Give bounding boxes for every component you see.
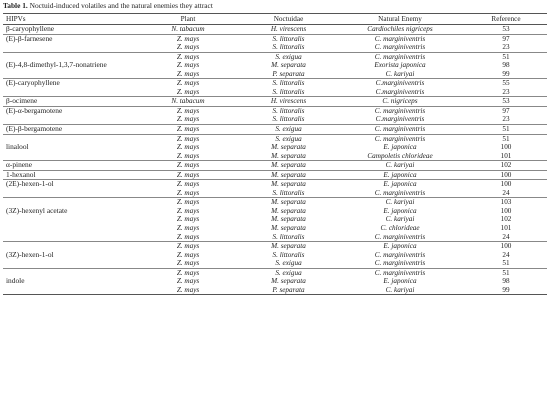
reference-cell: 24 <box>502 232 510 241</box>
hipv-name: β-ocimene <box>3 97 134 107</box>
reference-cell: 98 <box>502 61 510 70</box>
plant-cell: Z. mays <box>134 180 242 189</box>
reference-cell: 51 <box>502 259 510 268</box>
noctuidae-cell: S. littoralis <box>242 79 335 88</box>
reference-cell: 97 <box>465 34 547 43</box>
plant-cell: Z. mays <box>134 106 242 115</box>
table-row <box>3 25 547 35</box>
noctuidae-cell: S. exigua <box>242 125 335 135</box>
table-row <box>3 134 547 143</box>
noctuidae-cell: S. exigua <box>275 259 302 268</box>
reference-cell: 102 <box>500 215 512 224</box>
plant-cell: Z. mays <box>134 286 242 295</box>
hipv-name: β-caryophyllene <box>6 24 55 33</box>
table-row <box>3 277 547 286</box>
natural-enemy-cell: C. kariyai <box>385 215 415 224</box>
table-row <box>3 152 547 161</box>
reference-cell: 51 <box>465 125 547 135</box>
reference-cell: 53 <box>465 97 547 107</box>
hipv-empty-cell <box>3 152 134 161</box>
hipv-empty-cell <box>3 198 134 207</box>
table-caption-text: Noctuid-induced volatiles and the natural enemies they attract <box>27 1 213 10</box>
noctuidae-cell: S. exigua <box>242 268 335 277</box>
noctuidae-cell: M. separata <box>271 224 306 233</box>
plant-cell: Z. mays <box>176 188 200 197</box>
noctuidae-cell: S. exigua <box>242 134 335 143</box>
natural-enemy-cell: C. marginiventris <box>335 34 465 43</box>
header-noctuidae: Noctuidae <box>242 14 335 25</box>
noctuidae-cell: M. separata <box>271 277 306 286</box>
noctuidae-cell: M. separata <box>271 61 306 70</box>
plant-cell: N. tabacum <box>171 25 205 33</box>
plant-cell: Z. mays <box>134 170 242 180</box>
hipv-name: 1-hexanol <box>3 170 134 180</box>
natural-enemy-cell: C. marginiventris <box>374 250 426 259</box>
hipv-name: (3Z)-hexen-1-ol <box>6 250 54 259</box>
reference-cell: 55 <box>465 79 547 88</box>
natural-enemy-cell: C. marginiventris <box>374 188 426 197</box>
reference-cell: 100 <box>465 170 547 180</box>
reference-cell: 51 <box>465 268 547 277</box>
plant-cell: Z. mays <box>176 151 200 160</box>
natural-enemy-cell: C. marginiventris <box>374 259 426 268</box>
reference-cell: 23 <box>502 87 510 96</box>
plant-cell: Z. mays <box>176 143 200 152</box>
plant-cell: Z. mays <box>176 43 200 52</box>
noctuidae-cell: M. separata <box>242 170 335 180</box>
table-row <box>3 125 547 135</box>
natural-enemy-cell: C. marginiventris <box>335 268 465 277</box>
table-header-row <box>3 14 547 25</box>
table-row <box>3 70 547 79</box>
reference-cell: 99 <box>502 69 510 78</box>
noctuidae-cell: S. littoralis <box>272 232 305 241</box>
hipv-empty-cell <box>3 286 134 295</box>
table-row <box>3 61 547 70</box>
hipv-empty-cell <box>3 189 134 198</box>
noctuidae-cell: S. exigua <box>242 52 335 61</box>
natural-enemy-cell: C. marginiventris <box>374 232 426 241</box>
hipv-empty-cell <box>3 224 134 233</box>
hipv-empty-cell <box>3 259 134 268</box>
plant-cell: Z. mays <box>134 134 242 143</box>
reference-cell: 101 <box>500 224 512 233</box>
header-plant: Plant <box>134 14 242 25</box>
noctuidae-cell: P. separata <box>242 286 335 295</box>
natural-enemy-cell: C. kariyai <box>335 286 465 295</box>
table-row <box>3 233 547 242</box>
natural-enemy-cell: Cardiochiles nigriceps <box>367 25 433 33</box>
hipv-name: linalool <box>6 143 29 152</box>
reference-cell: 23 <box>502 43 510 52</box>
hipv-empty-cell <box>3 52 134 61</box>
plant-cell: Z. mays <box>176 232 200 241</box>
header-reference: Reference <box>465 14 547 25</box>
noctuidae-cell: M. separata <box>242 198 335 207</box>
plant-cell: Z. mays <box>176 206 200 215</box>
plant-cell: N. tabacum <box>134 97 242 107</box>
noctuidae-cell: M. separata <box>242 161 335 171</box>
reference-cell: 102 <box>465 161 547 171</box>
natural-enemy-cell: C. kariyai <box>335 161 465 171</box>
natural-enemy-cell: C. marginiventris <box>335 52 465 61</box>
hipv-empty-cell <box>3 70 134 79</box>
plant-cell: Z. mays <box>134 161 242 171</box>
natural-enemy-cell: C. marginiventris <box>374 43 426 52</box>
noctuidae-cell: S. littoralis <box>272 250 305 259</box>
table-row <box>3 106 547 115</box>
reference-cell: 24 <box>502 188 510 197</box>
hipv-empty-cell <box>3 268 134 277</box>
natural-enemy-cell: C.marginiventris <box>375 87 425 96</box>
table-row <box>3 215 547 224</box>
table-row <box>3 198 547 207</box>
natural-enemy-cell: C. marginiventris <box>335 125 465 135</box>
reference-cell: 100 <box>465 242 547 251</box>
table-row <box>3 242 547 251</box>
plant-cell: Z. mays <box>134 125 242 135</box>
table-row <box>3 180 547 189</box>
noctuidae-cell: S. littoralis <box>272 188 305 197</box>
plant-cell: Z. mays <box>176 115 200 124</box>
natural-enemy-cell: E. japonica <box>383 143 417 152</box>
plant-cell: Z. mays <box>134 198 242 207</box>
table-row <box>3 189 547 198</box>
natural-enemy-cell: C.marginiventris <box>375 115 425 124</box>
volatiles-table <box>3 13 547 295</box>
noctuidae-cell: S. littoralis <box>272 43 305 52</box>
natural-enemy-cell: C. marginiventris <box>335 134 465 143</box>
header-natural-enemy: Natural Enemy <box>335 14 465 25</box>
plant-cell: Z. mays <box>134 52 242 61</box>
table-row <box>3 170 547 180</box>
natural-enemy-cell: C. nigriceps <box>335 97 465 107</box>
hipv-name: (E)-β-farnesene <box>3 34 134 43</box>
natural-enemy-cell: E. japonica <box>335 180 465 189</box>
hipv-empty-cell <box>3 215 134 224</box>
noctuidae-cell: M. separata <box>242 180 335 189</box>
reference-cell: 24 <box>502 250 510 259</box>
plant-cell: Z. mays <box>176 277 200 286</box>
reference-cell: 100 <box>500 143 512 152</box>
plant-cell: Z. mays <box>176 224 200 233</box>
reference-cell: 51 <box>465 52 547 61</box>
hipv-name: (2E)-hexen-1-ol <box>3 180 134 189</box>
hipv-name: α-pinene <box>3 161 134 171</box>
natural-enemy-cell: C.marginiventris <box>335 79 465 88</box>
noctuidae-cell: M. separata <box>271 151 306 160</box>
noctuidae-cell: M. separata <box>271 206 306 215</box>
table-row <box>3 207 547 216</box>
table-row <box>3 224 547 233</box>
plant-cell: Z. mays <box>134 242 242 251</box>
natural-enemy-cell: E. japonica <box>383 206 417 215</box>
noctuidae-cell: M. separata <box>271 143 306 152</box>
table-body <box>3 25 547 295</box>
natural-enemy-cell: C. chlorideae <box>380 224 420 233</box>
header-hipvs: HIPVs <box>3 14 134 25</box>
reference-cell: 98 <box>502 277 510 286</box>
plant-cell: Z. mays <box>176 69 200 78</box>
table-row <box>3 161 547 171</box>
hipv-empty-cell <box>3 115 134 124</box>
noctuidae-cell: S. littoralis <box>242 106 335 115</box>
table-row <box>3 115 547 124</box>
plant-cell: Z. mays <box>176 215 200 224</box>
hipv-name: (E)-4,8-dimethyl-1,3,7-nonatriene <box>6 61 107 70</box>
table-row <box>3 268 547 277</box>
hipv-empty-cell <box>3 88 134 97</box>
plant-cell: Z. mays <box>134 34 242 43</box>
hipv-name: (E)-β-bergamotene <box>3 125 134 135</box>
reference-cell: 23 <box>502 115 510 124</box>
table-row <box>3 251 547 260</box>
table-caption-label: Table 1. <box>3 1 28 10</box>
hipv-name: indole <box>6 277 25 286</box>
table-row <box>3 143 547 152</box>
table-row <box>3 52 547 61</box>
noctuidae-cell: H. virescens <box>242 97 335 107</box>
table-row <box>3 79 547 88</box>
hipv-empty-cell <box>3 233 134 242</box>
table-row <box>3 97 547 107</box>
hipv-name: (E)-caryophyllene <box>3 79 134 88</box>
hipv-empty-cell <box>3 134 134 143</box>
reference-cell: 99 <box>465 286 547 295</box>
natural-enemy-cell: E. japonica <box>383 277 417 286</box>
reference-cell: 100 <box>500 206 512 215</box>
plant-cell: Z. mays <box>176 250 200 259</box>
reference-cell: 101 <box>500 151 512 160</box>
reference-cell: 100 <box>465 180 547 189</box>
reference-cell: 53 <box>502 25 510 33</box>
noctuidae-cell: S. littoralis <box>272 87 305 96</box>
plant-cell: Z. mays <box>134 79 242 88</box>
reference-cell: 97 <box>465 106 547 115</box>
plant-cell: Z. mays <box>134 268 242 277</box>
table-row <box>3 43 547 52</box>
table-row <box>3 259 547 268</box>
natural-enemy-cell: E. japonica <box>335 170 465 180</box>
hipv-empty-cell <box>3 242 134 251</box>
plant-cell: Z. mays <box>176 61 200 70</box>
plant-cell: Z. mays <box>176 259 200 268</box>
natural-enemy-cell: Exorista japonica <box>374 61 426 70</box>
noctuidae-cell: M. separata <box>242 242 335 251</box>
noctuidae-cell: S. littoralis <box>272 115 305 124</box>
hipv-empty-cell <box>3 43 134 52</box>
table-caption <box>3 1 213 11</box>
table-row <box>3 88 547 97</box>
hipv-name: (E)-α-bergamotene <box>3 106 134 115</box>
natural-enemy-cell: C. kariyai <box>385 69 415 78</box>
natural-enemy-cell: C. marginiventris <box>335 106 465 115</box>
noctuidae-cell: S. littoralis <box>242 34 335 43</box>
reference-cell: 51 <box>465 134 547 143</box>
natural-enemy-cell: Campoletis chlorideae <box>367 151 433 160</box>
reference-cell: 103 <box>465 198 547 207</box>
noctuidae-cell: M. separata <box>271 215 306 224</box>
natural-enemy-cell: C. kariyai <box>335 198 465 207</box>
table-row <box>3 34 547 43</box>
noctuidae-cell: P. separata <box>272 69 305 78</box>
noctuidae-cell: H. virescens <box>270 25 307 33</box>
plant-cell: Z. mays <box>176 87 200 96</box>
table-row <box>3 286 547 295</box>
hipv-name: (3Z)-hexenyl acetate <box>6 206 68 215</box>
natural-enemy-cell: E. japonica <box>335 242 465 251</box>
